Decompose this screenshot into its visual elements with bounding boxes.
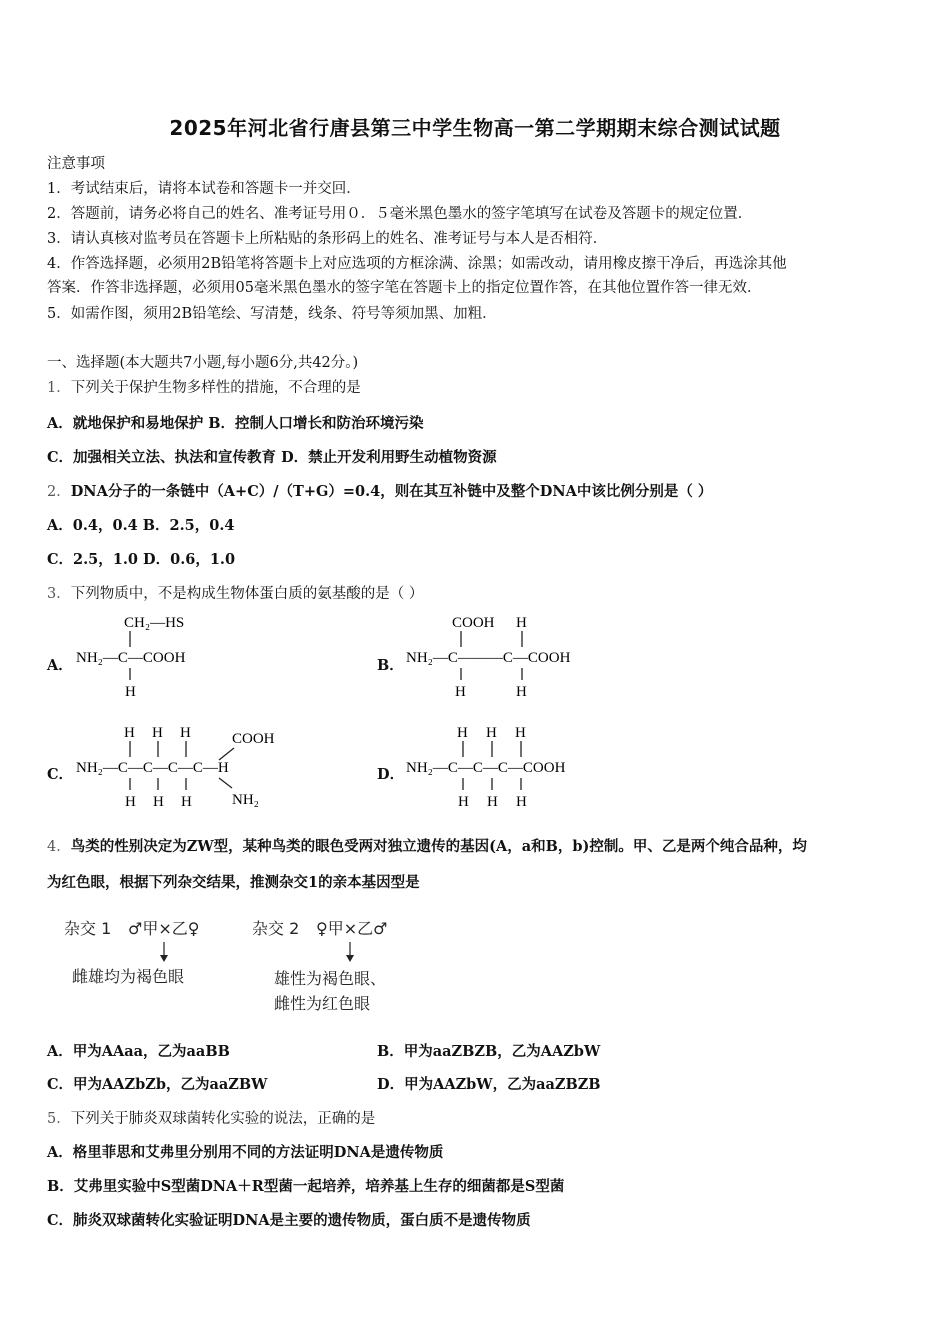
q1-options-ab: A．就地保护和易地保护 B．控制人口增长和防治环境污染 [47,415,424,432]
question-stem: 下列关于保护生物多样性的措施，不合理的是 [70,380,361,396]
q5-option-a: A．格里菲思和艾弗里分别用不同的方法证明DNA是遗传物质 [47,1144,444,1161]
notice-heading: 注意事项 [47,156,105,172]
q4-option-a: A．甲为AAaa，乙为aaBB [47,1043,230,1060]
formula-d-top1: H [457,725,468,741]
formula-b-bottom2: H [516,684,527,700]
cross1-label: 杂交 1 [64,919,112,938]
question-number: 5． [47,1111,71,1127]
q1-options-cd: C．加强相关立法、执法和宣传教育 D．禁止开发利用野生动植物资源 [47,449,497,466]
q3-option-b-label: B． [377,657,404,674]
notice-item-2: 2．答题前，请务必将自己的姓名、准考证号用０．５毫米黑色墨水的签字笔填写在试卷及答题卡的规定位置． [47,206,753,222]
formula-a-bottom: H [125,684,136,700]
formula-c-main: NH₂—C—C—C—C—H [76,760,229,776]
question-number: 1． [47,380,71,396]
q3-option-c-label: C． [47,766,74,783]
question-4-stem-cont: 为红色眼，根据下列杂交结果，推测杂交1的亲本基因型是 [47,874,420,891]
question-stem: 下列物质中，不是构成生物体蛋白质的氨基酸的是（ ） [70,586,424,602]
formula-c-top1: H [124,725,135,741]
question-number: 2． [47,484,71,500]
notice-item-3: 3．请认真核对监考员在答题卡上所粘贴的条形码上的姓名、准考证号与本人是否相符． [47,231,608,247]
question-4 [47,835,807,856]
question-5 [47,1107,375,1128]
formula-b-top1: COOH [452,615,495,631]
formula-b-bottom1: H [455,684,466,700]
formula-c-bottom1: H [125,794,136,810]
formula-d-bottom1: H [458,794,469,810]
formula-c-bottom3: H [181,794,192,810]
cross-diagram [60,912,420,1016]
cross2-label: 杂交 2 [252,919,300,938]
cross2-parents: ♀甲×乙♂ [316,919,388,938]
cross2-result-1: 雄性为褐色眼、 [274,969,387,988]
question-number: 3． [47,586,71,602]
notice-item-5: 5．如需作图，须用2B铅笔绘、写清楚，线条、符号等须加黑、加粗． [47,306,497,322]
formula-d-bottom3: H [516,794,527,810]
q5-option-b: B．艾弗里实验中S型菌DNA＋R型菌一起培养，培养基上生存的细菌都是S型菌 [47,1178,565,1195]
formula-d-bottom2: H [487,794,498,810]
page-title: 2025年河北省行唐县第三中学生物高一第二学期期末综合测试试题 [169,116,781,140]
section-heading: 一、选择题(本大题共7小题,每小题6分,共42分。) [47,355,359,371]
notice-item-4-cont: 答案．作答非选择题，必须用05毫米黑色墨水的签字笔在答题卡上的指定位置作答，在其他位置作答一律无效． [47,280,762,296]
q5-option-c: C．肺炎双球菌转化实验证明DNA是主要的遗传物质，蛋白质不是遗传物质 [47,1212,531,1229]
formula-d-top2: H [486,725,497,741]
q3-option-d-label: D． [377,766,405,783]
question-stem: 下列关于肺炎双球菌转化实验的说法，正确的是 [70,1111,376,1127]
formula-d-top3: H [515,725,526,741]
formula-c-nh2: NH₂ [232,792,259,808]
formula-a [74,610,224,702]
formula-d-main: NH₂—C—C—C—COOH [406,760,566,776]
cross1-result: 雌雄均为褐色眼 [72,967,185,986]
formula-b-top2: H [516,615,527,631]
question-2 [47,480,712,501]
formula-c-cooh: COOH [232,731,275,747]
question-3 [47,582,423,603]
question-stem: 鸟类的性别决定为ZW型，某种鸟类的眼色受两对独立遗传的基因(A，a和B，b)控制。甲、乙是两个纯合品种，均 [70,838,807,855]
cross1-parents: ♂甲×乙♀ [128,919,200,938]
question-stem: DNA分子的一条链中（A+C）/（T+G）=0.4，则在其互补链中及整个DNA中该比例分别是（ ） [70,483,713,500]
q4-option-d: D．甲为AAZbW，乙为aaZBZB [377,1076,601,1093]
q2-options-ab: A．0.4，0.4 B．2.5，0.4 [47,517,235,534]
q3-option-a-label: A． [47,657,73,674]
formula-b-main: NH₂—C———C—COOH [406,650,571,666]
q4-option-b: B．甲为aaZBZB，乙为AAZbW [377,1043,601,1060]
formula-c-top2: H [152,725,163,741]
notice-item-4: 4．作答选择题，必须用2B铅笔将答题卡上对应选项的方框涂满、涂黑；如需改动，请用橡皮擦干净后，再选涂其他 [47,256,787,272]
formula-c-bottom2: H [153,794,164,810]
formula-a-top: CH₂—HS [124,615,185,631]
question-1 [47,376,361,397]
formula-d [404,720,604,812]
q4-option-c: C．甲为AAZbZb，乙为aaZBW [47,1076,268,1093]
q2-options-cd: C．2.5，1.0 D．0.6，1.0 [47,551,236,568]
question-number: 4． [47,839,71,855]
formula-b [404,610,604,702]
formula-a-main: NH₂—C—COOH [76,650,186,666]
notice-item-1: 1．考试结束后，请将本试卷和答题卡一并交回． [47,181,361,197]
formula-c [74,720,294,812]
formula-c-top3: H [180,725,191,741]
cross2-result-2: 雌性为红色眼 [274,994,371,1013]
